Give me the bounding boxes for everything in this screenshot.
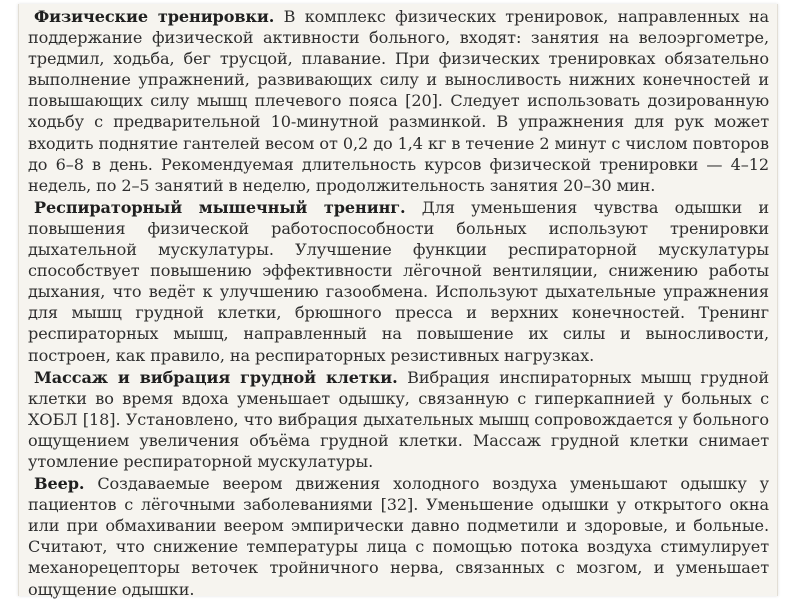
paragraph-heading: Веер. [34, 474, 85, 494]
document-page [18, 4, 778, 599]
paragraph-respiratory-training [28, 197, 769, 366]
paragraph-physical-training [28, 6, 769, 196]
paragraph-text: Вибрация инспираторных мышц грудной клетки во время вдоха уменьшает одышку, связанную с гиперкапнией у больных с ХОБЛ [18]. Установлено, что вибрация дыхательных мышц сопровождается у больного ощущением увеличения объёма грудной клетки. Массаж грудной клетки снимает утомление респираторной мускулатуры. [28, 367, 769, 471]
paragraph-heading: Массаж и вибрация грудной клетки. [34, 367, 398, 387]
paragraph-heading: Физические тренировки. [34, 7, 275, 26]
paragraph-text: В комплекс физических тренировок, направленных на поддержание физической активности больного, входят: занятия на велоэргометре, тредмил, ходьба, бег трусцой, плавание. При физических тренировках обязательно выполнение упражнений, развивающих силу и выносливость нижних конечностей и повышающих силу мышц плечевого пояса [20]. Следует использовать дозированную ходьбу с предварительной 10-минутной разминкой. В упражнения для рук может входить поднятие гантелей весом от 0,2 до 1,4 кг в течение 2 минут с числом повторов до 6–8 в день. Рекомендуемая длительность курсов физической тренировки — 4–12 недель, по 2–5 занятий в неделю, продолжительность занятия 20–30 мин. [28, 7, 769, 195]
paragraph-text: Для уменьшения чувства одышки и повышения физической работоспособности больных используют тренировки дыхательной мускулатуры. Улучшение функции респираторной мускулатуры способствует повышению эффективности лёгочной вентиляции, снижению работы дыхания, что ведёт к улучшению газообмена. Используют дыхательные упражнения для мышц грудной клетки, брюшного пресса и верхних конечностей. Тренинг респираторных мышц, направленный на повышение их силы и выносливости, построен, как правило, на респираторных резистивных нагрузках. [28, 197, 769, 365]
paragraph-text: Создаваемые веером движения холодного воздуха уменьшают одышку у пациентов с лёгочными заболеваниями [32]. Уменьшение одышки у открытого окна или при обмахивании веером эмпирически давно подметили и здоровые, и больные. Считают, что снижение температуры лица с помощью потока воздуха стимулирует механорецепторы веточек тройничного нерва, связанных с мозгом, и уменьшает ощущение одышки. [28, 474, 769, 599]
paragraph-heading: Респираторный мышечный тренинг. [34, 197, 406, 217]
paragraph-fan [28, 473, 769, 600]
paragraph-chest-massage [28, 367, 769, 472]
